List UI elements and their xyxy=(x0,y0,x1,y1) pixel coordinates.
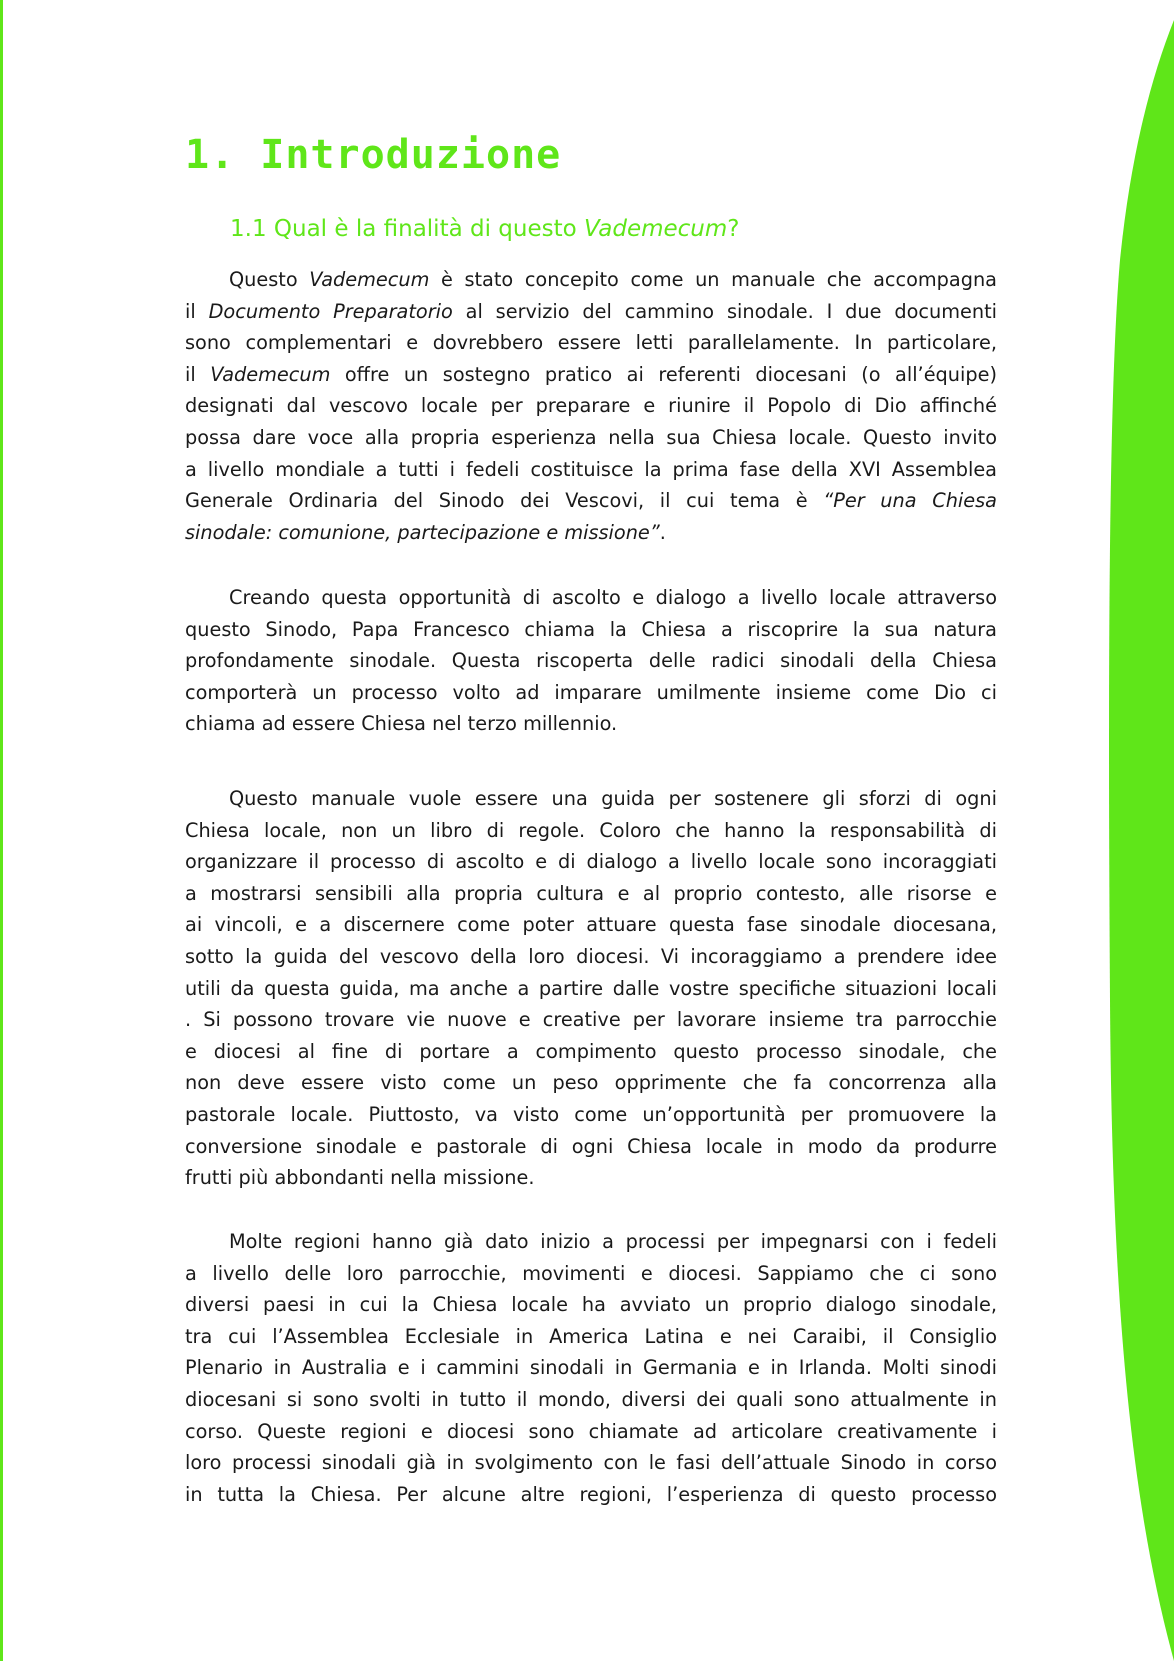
text-run: Plenario in Australia e i cammini sinodali in Germania e in Irlanda. Molti sinodi xyxy=(185,1356,997,1380)
section-title xyxy=(230,216,740,242)
text-run: questo Sinodo, Papa Francesco chiama la Chiesa a riscoprire la sua natura xyxy=(185,617,997,641)
text-line xyxy=(185,390,997,422)
italic-text: sinodale: comunione, partecipazione e missione” xyxy=(185,520,660,544)
text-line xyxy=(185,422,997,454)
text-line xyxy=(185,1067,997,1099)
text-run: . Si possono trovare vie nuove e creative per lavorare insieme tra parrocchie xyxy=(185,1008,997,1032)
text-line xyxy=(185,296,997,328)
text-run: in tutta la Chiesa. Per alcune altre regioni, l’esperienza di questo processo xyxy=(185,1482,997,1506)
text-run: non deve essere visto come un peso opprimente che fa concorrenza alla xyxy=(185,1071,997,1095)
text-run: offre un sostegno pratico ai referenti diocesani (o all’équipe) xyxy=(330,362,997,386)
text-run: è stato concepito come un manuale che accompagna xyxy=(429,268,997,291)
text-run: profondamente sinodale. Questa riscoperta delle radici sinodali della Chiesa xyxy=(185,649,997,673)
text-run: ai vincoli, e a discernere come poter attuare questa fase sinodale diocesana, xyxy=(185,913,997,937)
text-run: il xyxy=(185,299,209,323)
text-line xyxy=(185,359,997,391)
text-line xyxy=(185,1258,997,1290)
text-run: Molte regioni hanno già dato inizio a processi per impegnarsi con i fedeli xyxy=(229,1230,997,1253)
text-run: Chiesa locale, non un libro di regole. Coloro che hanno la responsabilità di xyxy=(185,818,997,842)
text-run: a mostrarsi sensibili alla propria cultura e al proprio contesto, alle risorse e xyxy=(185,881,997,905)
text-line xyxy=(185,1479,997,1511)
text-line xyxy=(185,815,997,847)
text-line xyxy=(185,941,997,973)
section-title-italic: Vademecum xyxy=(584,216,728,242)
text-line xyxy=(185,1321,997,1353)
text-line xyxy=(185,1131,997,1163)
text-run: organizzare il processo di ascolto e di dialogo a livello locale sono incoraggiati xyxy=(185,850,997,874)
text-run: pastorale locale. Piuttosto, va visto come un’opportunità per promuovere la xyxy=(185,1102,997,1126)
paragraph xyxy=(185,582,997,740)
text-line xyxy=(185,264,997,296)
green-curved-band xyxy=(1109,20,1174,1661)
text-line xyxy=(185,909,997,941)
text-line xyxy=(185,1384,997,1416)
text-line xyxy=(185,1352,997,1384)
text-line xyxy=(185,878,997,910)
text-run: Questo manuale vuole essere una guida per sostenere gli sforzi di ogni xyxy=(229,787,997,810)
text-run: chiama ad essere Chiesa nel terzo millennio. xyxy=(185,712,618,736)
text-run: diocesani si sono svolti in tutto il mondo, diversi dei quali sono attualmente in xyxy=(185,1387,997,1411)
text-line xyxy=(185,517,997,549)
italic-text: “Per una Chiesa xyxy=(823,489,997,513)
text-line xyxy=(185,614,997,646)
text-run: il xyxy=(185,362,211,386)
paragraph xyxy=(185,783,997,1194)
italic-text: Vademecum xyxy=(309,268,430,291)
text-line xyxy=(185,485,997,517)
text-line xyxy=(185,1004,997,1036)
text-run: al servizio del cammino sinodale. I due documenti xyxy=(452,299,997,323)
text-run: utili da questa guida, ma anche a partire dalle vostre specifiche situazioni locali xyxy=(185,976,997,1000)
text-run: possa dare voce alla propria esperienza nella sua Chiesa locale. Questo invito xyxy=(185,425,997,449)
text-line xyxy=(185,973,997,1005)
text-run: loro processi sinodali già in svolgimento con le fasi dell’attuale Sinodo in corso xyxy=(185,1451,997,1475)
text-run: tra cui l’Assemblea Ecclesiale in America Latina e nei Caraibi, il Consiglio xyxy=(185,1324,997,1348)
text-run: corso. Queste regioni e diocesi sono chiamate ad articolare creativamente i xyxy=(185,1419,997,1443)
text-line xyxy=(185,783,997,815)
text-line xyxy=(185,454,997,486)
text-line xyxy=(185,677,997,709)
text-line xyxy=(185,1036,997,1068)
text-run: comporterà un processo volto ad imparare umilmente insieme come Dio ci xyxy=(185,680,997,704)
text-run: a livello mondiale a tutti i fedeli costituisce la prima fase della XVI Assemblea xyxy=(185,457,997,481)
paragraph xyxy=(185,1226,997,1510)
text-run: . xyxy=(659,520,666,544)
text-run: conversione sinodale e pastorale di ogni Chiesa locale in modo da produrre xyxy=(185,1134,997,1158)
text-line xyxy=(185,1162,997,1194)
text-line xyxy=(185,1289,997,1321)
paragraph xyxy=(185,264,997,548)
italic-text: Documento Preparatorio xyxy=(208,299,453,323)
text-line xyxy=(185,1447,997,1479)
chapter-title: 1. Introduzione xyxy=(185,132,562,178)
text-run: sono complementari e dovrebbero essere letti parallelamente. In particolare, xyxy=(185,331,997,355)
text-line xyxy=(185,645,997,677)
section-title-text: Qual è la finalità di questo xyxy=(273,216,584,242)
text-line xyxy=(185,1099,997,1131)
text-line xyxy=(185,846,997,878)
text-run: designati dal vescovo locale per preparare e riunire il Popolo di Dio affinché xyxy=(185,394,997,418)
text-run: Generale Ordinaria del Sinodo dei Vescovi, il cui tema è xyxy=(185,489,824,513)
text-line xyxy=(185,708,997,740)
text-line xyxy=(185,582,997,614)
italic-text: Vademecum xyxy=(210,362,331,386)
text-line xyxy=(185,327,997,359)
text-run: frutti più abbondanti nella missione. xyxy=(185,1166,535,1190)
text-run: e diocesi al fine di portare a compimento questo processo sinodale, che xyxy=(185,1039,997,1063)
text-run: Creando questa opportunità di ascolto e dialogo a livello locale attraverso xyxy=(229,586,997,609)
text-run: a livello delle loro parrocchie, movimenti e diocesi. Sappiamo che ci sono xyxy=(185,1261,997,1285)
text-run: Questo xyxy=(229,268,310,291)
text-line xyxy=(185,1226,997,1258)
section-number: 1.1 xyxy=(230,216,267,242)
section-title-end: ? xyxy=(727,216,740,242)
text-run: diversi paesi in cui la Chiesa locale ha avviato un proprio dialogo sinodale, xyxy=(185,1293,997,1317)
text-run: sotto la guida del vescovo della loro diocesi. Vi incoraggiamo a prendere idee xyxy=(185,944,997,968)
text-line xyxy=(185,1416,997,1448)
